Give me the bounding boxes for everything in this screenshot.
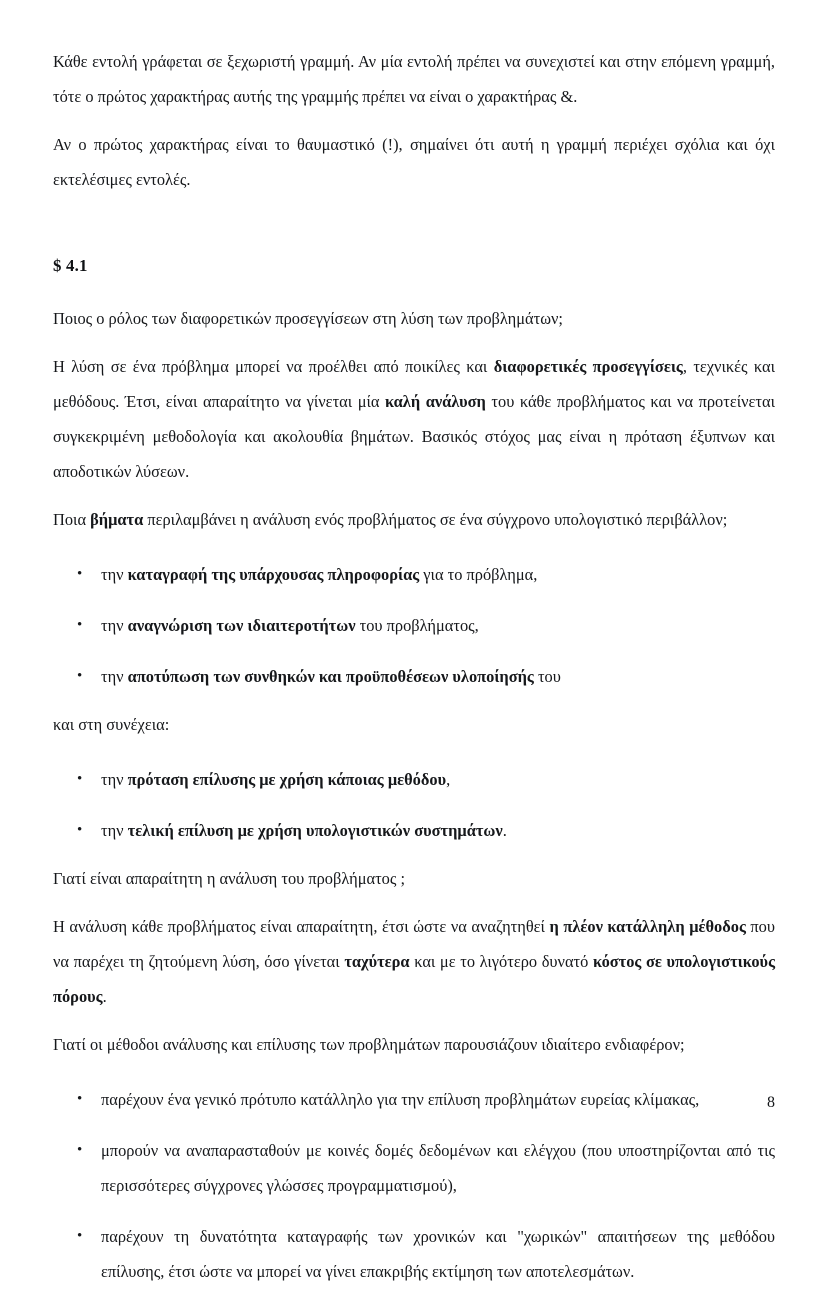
list-item [53,608,775,643]
list-item: • παρέχουν ένα γενικό πρότυπο κατάλληλο για την επίλυση προβλημάτων ευρείας κλίμακας, [53,1082,775,1117]
spacer [53,114,775,127]
answer-3 [53,909,775,1014]
list-item-lead: την [101,565,128,584]
answer-1-seg-5: του κάθε προβλήματος και να προτείνεται συγκεκριμένη μεθοδολογία και ακολουθία βημάτων. Βασικός στόχος μας είναι η πρόταση έξυπνων και αποδοτικών λύσεων. [53,392,775,481]
answer-3-seg-3: που να παρέχει τη ζητούμενη λύση, όσο γίνεται [53,917,775,971]
question-2-seg-3: περιλαμβάνει η ανάλυση ενός προβλήματος σε ένα σύγχρονο υπολογιστικό περιβάλλον; [143,510,728,529]
list-item [53,659,775,694]
list-item-lead: την [101,616,128,635]
list-item-bold: πρόταση επίλυσης με χρήση κάποιας μεθόδου [127,770,447,789]
list-item [53,557,775,592]
list-item-tail: . [502,821,507,840]
steps-list-2 [53,762,775,848]
spacer [53,1014,775,1027]
list-item-lead: την [101,770,128,789]
question-2-seg-1: Ποια [53,510,91,529]
spacer [53,742,775,762]
answer-3-bold-3: κόστος σε υπολογιστικούς πόρους [53,952,775,1006]
answer-1-seg-3: , τεχνικές και μεθόδους. Έτσι, είναι απαραίτητο να γίνεται μία [53,357,775,411]
list-item-bold: αναγνώριση των ιδιαιτεροτήτων [127,616,356,635]
answer-3-seg-1: Η ανάλυση κάθε προβλήματος είναι απαραίτητη, έτσι ώστε να αναζητηθεί [53,917,550,936]
spacer [53,1062,775,1082]
answer-3-bold-2: ταχύτερα [344,952,410,971]
list-item: • παρέχουν τη δυνατότητα καταγραφής των χρονικών και "χωρικών" απαιτήσεων της μεθόδου επίλυσης, έτσι ώστε να μπορεί να γίνει επακριβής εκτίμηση των αποτελεσμάτων. [53,1219,775,1289]
list-item-tail: , [446,770,451,789]
list-item-lead: την [101,667,128,686]
intro-paragraph-1: Κάθε εντολή γράφεται σε ξεχωριστή γραμμή. Αν μία εντολή πρέπει να συνεχιστεί και στην επόμενη γραμμή, τότε ο πρώτος χαρακτήρας αυτής της γραμμής πρέπει να είναι ο χαρακτήρας &. [53,52,775,106]
answer-3-seg-7: . [102,987,107,1006]
answer-1 [53,349,775,489]
spacer [53,848,775,861]
list-item [53,813,775,848]
continuation-label: και στη συνέχεια: [53,715,170,734]
list-item: • μπορούν να αναπαρασταθούν με κοινές δομές δεδομένων και ελέγχου (που υποστηρίζονται από τις περισσότερες σύγχρονες γλώσσες προγραμματισμού), [53,1133,775,1203]
question-4: Γιατί οι μέθοδοι ανάλυσης και επίλυσης των προβλημάτων παρουσιάζουν ιδιαίτερο ενδιαφέρον; [53,1035,685,1054]
section-heading: $ 4.1 [53,256,88,275]
page-content [53,44,775,1289]
spacer [53,537,775,557]
list-item-bold: καταγραφή της υπάρχουσας πληροφορίας [127,565,420,584]
answer-1-bold-2: καλή ανάλυση [385,392,486,411]
spacer [53,281,775,301]
intro-paragraph-2: Αν ο πρώτος χαρακτήρας είναι το θαυμαστικό (!), σημαίνει ότι αυτή η γραμμή περιέχει σχόλια και όχι εκτελέσιμες εντολές. [53,135,775,189]
list-item-bold: αποτύπωση των συνθηκών και προϋποθέσεων υλοποίησής [127,667,534,686]
spacer [53,694,775,707]
spacer [53,896,775,909]
answer-1-seg-1: Η λύση σε ένα πρόβλημα μπορεί να προέλθει από ποικίλες και [53,357,494,376]
answer-3-seg-5: και με το λιγότερο δυνατό [409,952,593,971]
page-number: 8 [767,1094,775,1111]
spacer [53,489,775,502]
list-item-tail: του προβλήματος, [355,616,479,635]
list-item-lead: την [101,821,128,840]
list-item [53,762,775,797]
question-3: Γιατί είναι απαραίτητη η ανάλυση του προβλήματος ; [53,869,406,888]
question-2 [53,502,775,537]
list-item-tail: για το πρόβλημα, [419,565,538,584]
benefits-list [53,1082,775,1289]
list-item-bold: τελική επίλυση με χρήση υπολογιστικών συστημάτων [127,821,503,840]
spacer [53,197,775,251]
list-item-tail: του [533,667,561,686]
spacer [53,336,775,349]
question-1: Ποιος ο ρόλος των διαφορετικών προσεγγίσεων στη λύση των προβλημάτων; [53,309,563,328]
question-2-bold: βήματα [90,510,144,529]
answer-1-bold-1: διαφορετικές προσεγγίσεις [493,357,683,376]
steps-list-1 [53,557,775,694]
answer-3-bold-1: η πλέον κατάλληλη μέθοδος [549,917,746,936]
